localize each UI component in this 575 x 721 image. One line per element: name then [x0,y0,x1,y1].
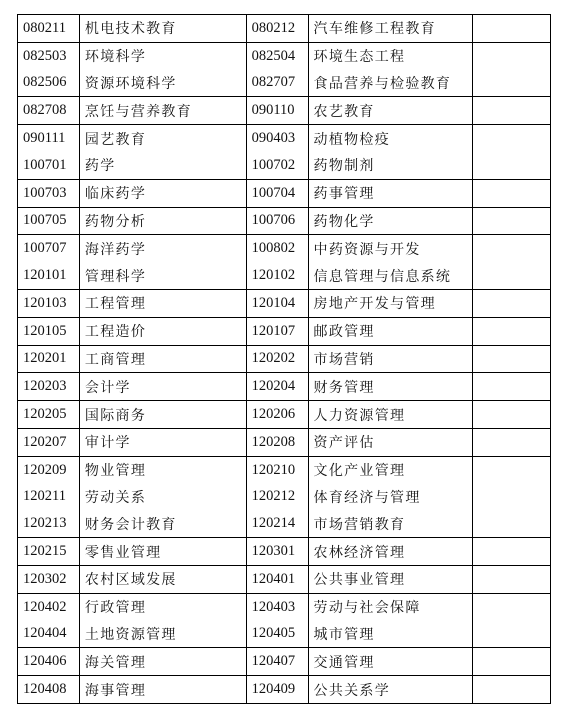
major-name-cell: 临床药学 [79,179,246,207]
table-row [18,676,551,704]
table-row [18,262,551,289]
major-code-cell: 120214 [246,510,308,537]
table-row [18,125,551,152]
empty-cell [473,484,551,511]
major-code-cell: 120402 [18,593,80,620]
major-code-cell: 120205 [18,401,80,429]
empty-cell [473,373,551,401]
empty-cell [473,235,551,262]
empty-cell [473,179,551,207]
major-name-cell: 零售业管理 [79,538,246,566]
empty-cell [473,510,551,537]
table-row [18,484,551,511]
major-code-cell: 120209 [18,456,80,483]
major-code-cell: 120401 [246,565,308,593]
empty-cell [473,152,551,179]
major-code-cell: 120101 [18,262,80,289]
major-code-cell: 082504 [246,42,308,69]
major-name-cell: 财务会计教育 [79,510,246,537]
table-row [18,510,551,537]
major-name-cell: 会计学 [79,373,246,401]
major-name-cell: 劳动关系 [79,484,246,511]
major-name-cell: 工程造价 [79,317,246,345]
table-row [18,15,551,43]
major-code-cell: 120406 [18,648,80,676]
major-code-cell: 100706 [246,207,308,235]
empty-cell [473,428,551,456]
table-row [18,289,551,317]
major-name-cell: 市场营销教育 [308,510,473,537]
major-code-cell: 100705 [18,207,80,235]
table-row [18,373,551,401]
table-row [18,207,551,235]
empty-cell [473,317,551,345]
major-name-cell: 交通管理 [308,648,473,676]
major-list-table [17,14,551,704]
major-name-cell: 资产评估 [308,428,473,456]
empty-cell [473,15,551,43]
empty-cell [473,401,551,429]
major-name-cell: 公共事业管理 [308,565,473,593]
table-row [18,345,551,373]
table-row [18,42,551,69]
major-code-cell: 120208 [246,428,308,456]
major-code-cell: 120107 [246,317,308,345]
major-name-cell: 药物分析 [79,207,246,235]
table-row [18,97,551,125]
empty-cell [473,262,551,289]
major-name-cell: 物业管理 [79,456,246,483]
major-name-cell: 药物化学 [308,207,473,235]
empty-cell [473,648,551,676]
empty-cell [473,70,551,97]
empty-cell [473,289,551,317]
major-name-cell: 行政管理 [79,593,246,620]
table-row [18,428,551,456]
empty-cell [473,676,551,704]
major-name-cell: 土地资源管理 [79,621,246,648]
empty-cell [473,538,551,566]
major-name-cell: 环境生态工程 [308,42,473,69]
major-name-cell: 工程管理 [79,289,246,317]
empty-cell [473,207,551,235]
major-code-cell: 120213 [18,510,80,537]
major-name-cell: 农艺教育 [308,97,473,125]
major-name-cell: 烹饪与营养教育 [79,97,246,125]
major-name-cell: 药物制剂 [308,152,473,179]
major-name-cell: 信息管理与信息系统 [308,262,473,289]
major-name-cell: 环境科学 [79,42,246,69]
table-row [18,538,551,566]
major-code-cell: 082707 [246,70,308,97]
table-row [18,179,551,207]
major-name-cell: 动植物检疫 [308,125,473,152]
major-code-cell: 082506 [18,70,80,97]
major-code-cell: 120405 [246,621,308,648]
major-name-cell: 机电技术教育 [79,15,246,43]
major-name-cell: 药事管理 [308,179,473,207]
major-code-cell: 120211 [18,484,80,511]
major-name-cell: 市场营销 [308,345,473,373]
major-name-cell: 海关管理 [79,648,246,676]
major-name-cell: 审计学 [79,428,246,456]
major-name-cell: 人力资源管理 [308,401,473,429]
major-code-cell: 120204 [246,373,308,401]
major-name-cell: 资源环境科学 [79,70,246,97]
empty-cell [473,345,551,373]
major-code-cell: 120207 [18,428,80,456]
major-code-cell: 120105 [18,317,80,345]
major-code-cell: 120409 [246,676,308,704]
major-name-cell: 体育经济与管理 [308,484,473,511]
major-code-cell: 120403 [246,593,308,620]
major-code-cell: 080211 [18,15,80,43]
major-name-cell: 工商管理 [79,345,246,373]
empty-cell [473,125,551,152]
table-row [18,401,551,429]
major-code-cell: 090110 [246,97,308,125]
major-name-cell: 中药资源与开发 [308,235,473,262]
table-row [18,235,551,262]
major-code-cell: 120215 [18,538,80,566]
major-name-cell: 海洋药学 [79,235,246,262]
major-code-cell: 120201 [18,345,80,373]
major-name-cell: 海事管理 [79,676,246,704]
major-code-cell: 120210 [246,456,308,483]
major-name-cell: 邮政管理 [308,317,473,345]
major-code-cell: 082708 [18,97,80,125]
major-code-cell: 120212 [246,484,308,511]
major-code-cell: 100702 [246,152,308,179]
empty-cell [473,42,551,69]
empty-cell [473,456,551,483]
major-name-cell: 药学 [79,152,246,179]
major-code-cell: 090403 [246,125,308,152]
major-code-cell: 120407 [246,648,308,676]
major-code-cell: 120102 [246,262,308,289]
table-row [18,70,551,97]
major-name-cell: 国际商务 [79,401,246,429]
major-code-cell: 120404 [18,621,80,648]
major-code-cell: 120103 [18,289,80,317]
major-name-cell: 农林经济管理 [308,538,473,566]
major-code-cell: 100707 [18,235,80,262]
major-name-cell: 农村区域发展 [79,565,246,593]
table-row [18,648,551,676]
empty-cell [473,97,551,125]
major-name-cell: 文化产业管理 [308,456,473,483]
major-code-cell: 082503 [18,42,80,69]
major-code-cell: 120104 [246,289,308,317]
major-code-cell: 100701 [18,152,80,179]
major-code-cell: 080212 [246,15,308,43]
major-name-cell: 城市管理 [308,621,473,648]
major-code-cell: 120302 [18,565,80,593]
major-name-cell: 房地产开发与管理 [308,289,473,317]
table-row [18,565,551,593]
empty-cell [473,565,551,593]
major-code-cell: 120301 [246,538,308,566]
major-code-cell: 120206 [246,401,308,429]
table-row [18,317,551,345]
major-code-cell: 100703 [18,179,80,207]
major-name-cell: 劳动与社会保障 [308,593,473,620]
major-code-cell: 100802 [246,235,308,262]
major-name-cell: 汽车维修工程教育 [308,15,473,43]
major-name-cell: 管理科学 [79,262,246,289]
major-code-cell: 120202 [246,345,308,373]
table-row [18,621,551,648]
major-list-body [18,15,551,704]
major-name-cell: 园艺教育 [79,125,246,152]
major-name-cell: 财务管理 [308,373,473,401]
major-code-cell: 120203 [18,373,80,401]
major-name-cell: 公共关系学 [308,676,473,704]
major-code-cell: 100704 [246,179,308,207]
major-code-cell: 120408 [18,676,80,704]
major-code-cell: 090111 [18,125,80,152]
table-row [18,152,551,179]
table-row [18,593,551,620]
empty-cell [473,593,551,620]
table-row [18,456,551,483]
major-name-cell: 食品营养与检验教育 [308,70,473,97]
empty-cell [473,621,551,648]
